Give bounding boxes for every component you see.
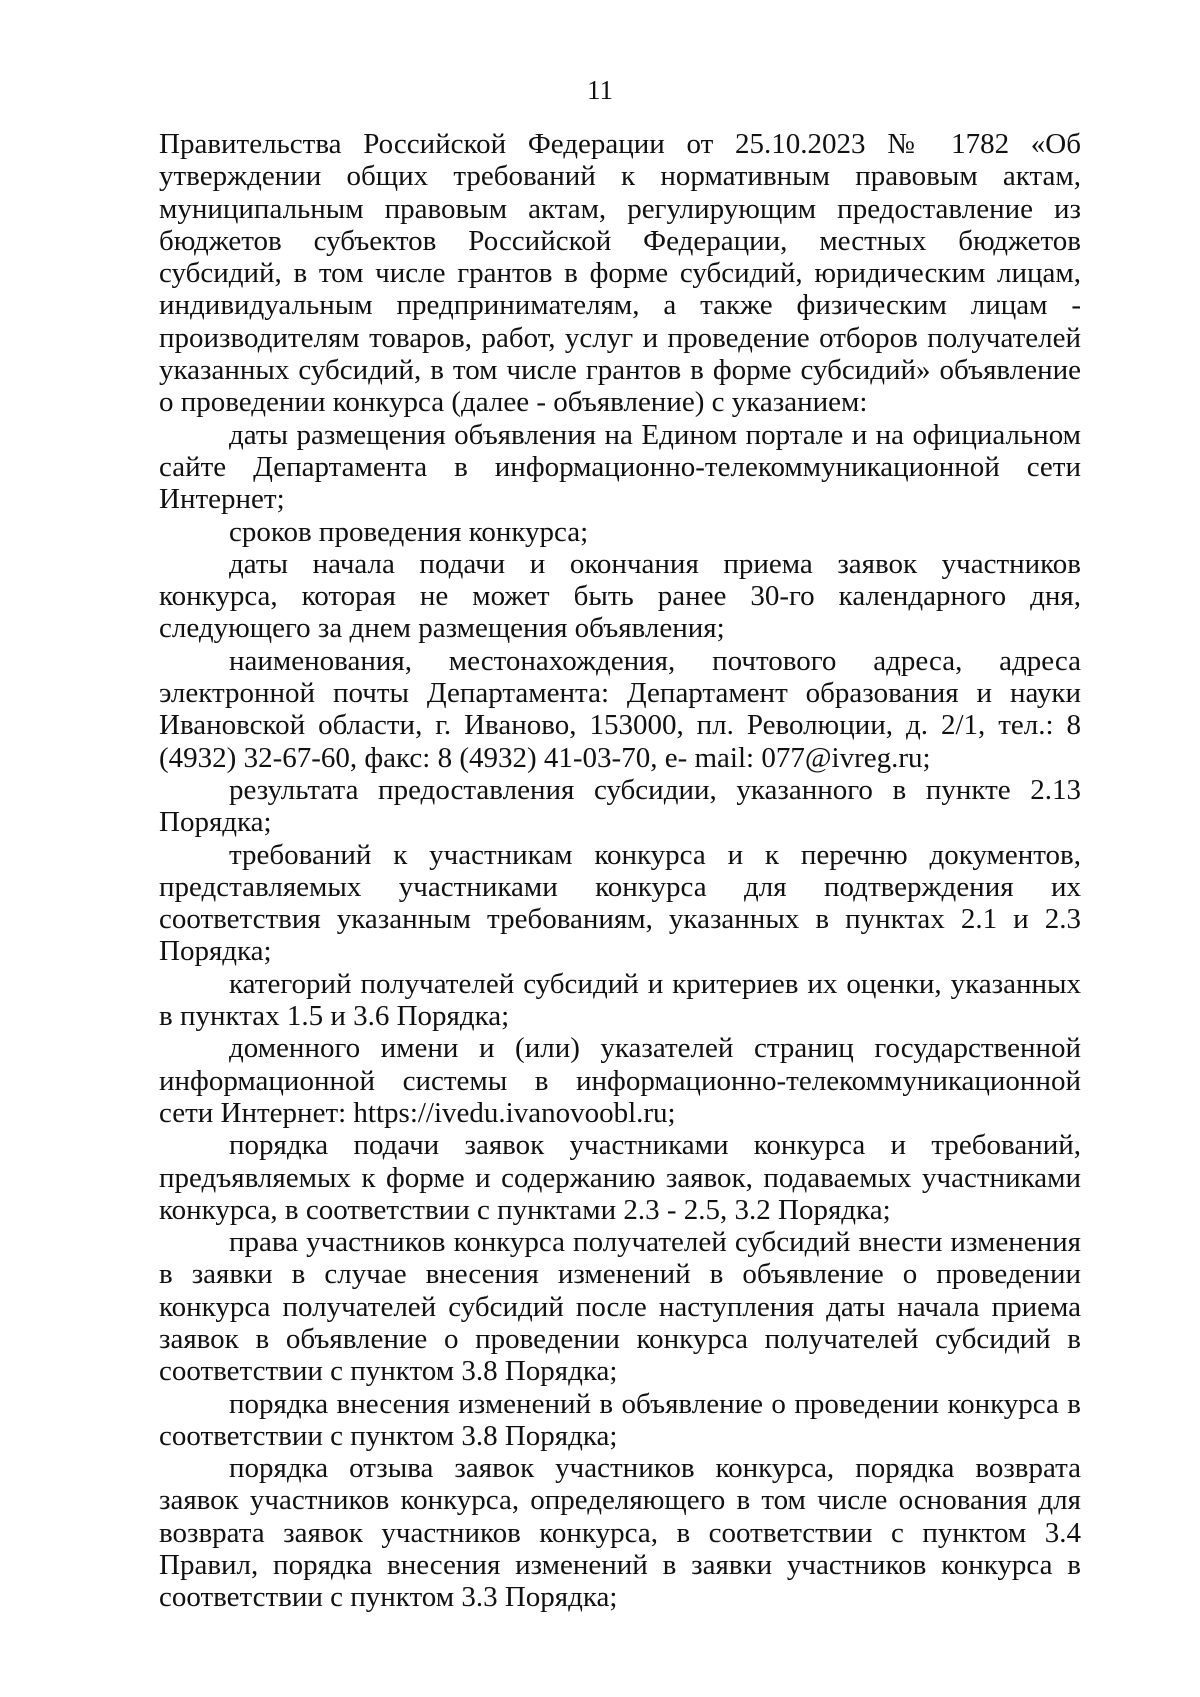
paragraph-application-withdrawal: порядка отзыва заявок участников конкурса, порядка возврата заявок участников конкурса, определяющего в том числе основания для возврата заявок участников конкурса, в соответствии с пунктом 3.4 Правил, порядка внесения изменений в заявки участников конкурса в соответствии с пунктом 3.3 Порядка; bbox=[159, 1452, 1081, 1614]
paragraph-subsidy-result: результата предоставления субсидии, указанного в пункте 2.13 Порядка; bbox=[159, 773, 1081, 839]
paragraph-participant-requirements: требований к участникам конкурса и к перечню документов, представляемых участниками конкурса для подтверждения их соответствия указанным требованиям, указанных в пунктах 2.1 и 2.3 Порядка; bbox=[159, 838, 1081, 968]
document-body bbox=[159, 128, 1081, 1614]
paragraph-posting-date: даты размещения объявления на Едином портале и на официальном сайте Департамента в информационно-телекоммуникационной сети Интернет; bbox=[159, 418, 1081, 516]
paragraph-announcement-changes: порядка внесения изменений в объявление о проведении конкурса в соответствии с пунктом 3.8 Порядка; bbox=[159, 1387, 1081, 1452]
paragraph-domain-name: доменного имени и (или) указателей страниц государственной информационной системы в информационно-телекоммуникационной сети Интернет: https://ivedu.ivanovoobl.ru; bbox=[159, 1032, 1081, 1129]
paragraph-application-procedure: порядка подачи заявок участниками конкурса и требований, предъявляемых к форме и содержанию заявок, подаваемых участниками конкурса, в соответствии с пунктами 2.3 - 2.5, 3.2 Порядка; bbox=[159, 1129, 1081, 1226]
paragraph-application-changes-right: права участников конкурса получателей субсидий внести изменения в заявки в случае внесения изменений в объявление о проведении конкурса получателей субсидий после наступления даты начала приема заявок в объявление о проведении конкурса получателей субсидий в соответствии с пунктом 3.8 Порядка; bbox=[159, 1226, 1081, 1388]
page-number: 11 bbox=[587, 75, 613, 105]
paragraph-application-dates: даты начала подачи и окончания приема заявок участников конкурса, которая не может быть ранее 30-го календарного дня, следующего за днем размещения объявления; bbox=[159, 547, 1081, 645]
paragraph-department-contacts: наименования, местонахождения, почтового адреса, адреса электронной почты Департамента: Департамент образования и науки Ивановской области, г. Иваново, 153000, пл. Революции, д. 2/1, тел.: 8 (4932) 32-67-60, факс: 8 (4932) 41-03-70, e- mail: 077@ivreg.ru; bbox=[159, 644, 1081, 774]
paragraph-recipient-categories: категорий получателей субсидий и критериев их оценки, указанных в пунктах 1.5 и 3.6 Порядка; bbox=[159, 967, 1081, 1033]
paragraph-continuation: Правительства Российской Федерации от 25.10.2023 № 1782 «Об утверждении общих требований к нормативным правовым актам, муниципальным правовым актам, регулирующим предоставление из бюджетов субъектов Российской Федерации, местных бюджетов субсидий, в том числе грантов в форме субсидий, юридическим лицам, индивидуальным предпринимателям, а также физическим лицам - производителям товаров, работ, услуг и проведение отборов получателей указанных субсидий, в том числе грантов в форме субсидий» объявление о проведении конкурса (далее - объявление) с указанием: bbox=[159, 128, 1081, 419]
paragraph-contest-terms: сроков проведения конкурса; bbox=[229, 515, 589, 548]
